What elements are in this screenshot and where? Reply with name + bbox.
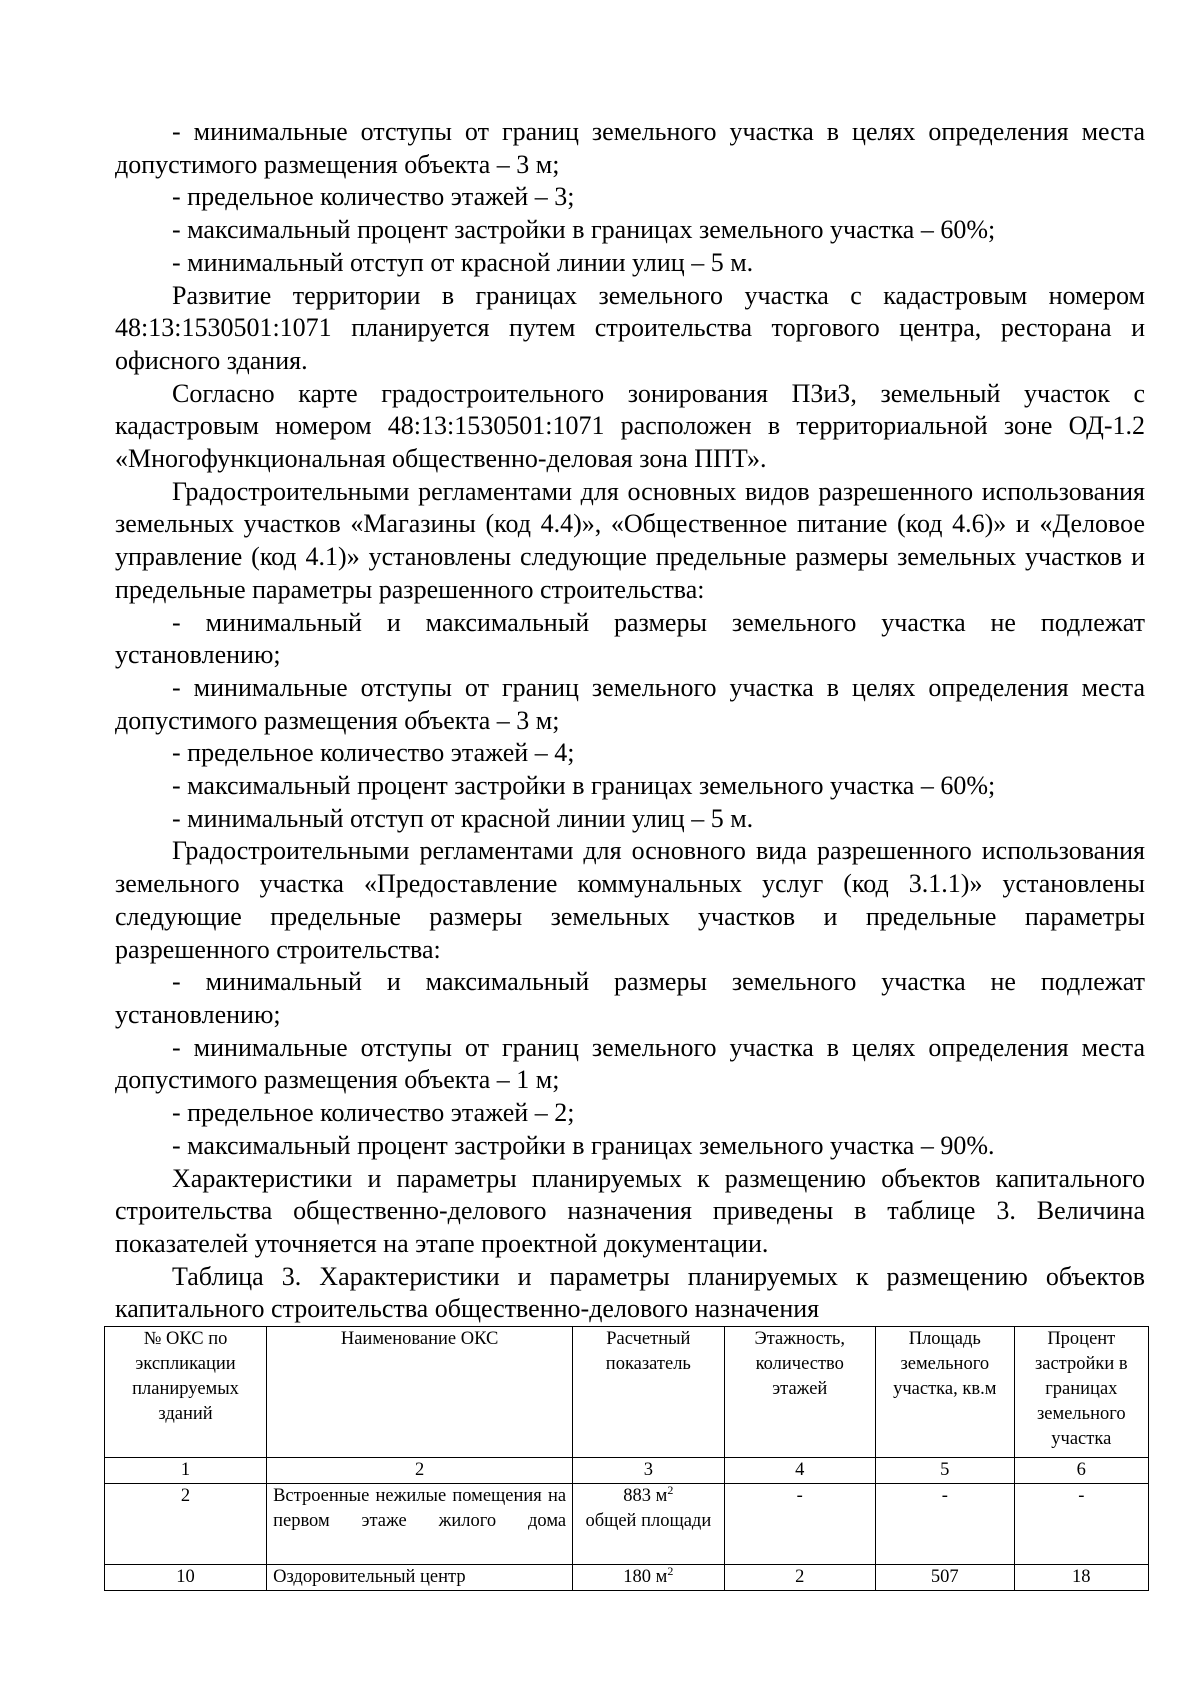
- column-number-cell: 2: [267, 1458, 573, 1484]
- paragraph: - минимальные отступы от границ земельного участка в целях определения места допустимого размещения объекта – 1 м;: [115, 1032, 1145, 1095]
- indicator-value: 180 м: [623, 1567, 668, 1587]
- document-body: [115, 116, 1145, 1326]
- header-cell: Наименование ОКС: [267, 1327, 573, 1458]
- paragraph: Согласно карте градостроительного зонирования ПЗиЗ, земельный участок с кадастровым номером 48:13:1530501:1071 расположен в территориальной зоне ОД-1.2 «Многофункциональная общественно-деловая зона ППТ».: [115, 378, 1145, 474]
- area-cell: 507: [875, 1565, 1014, 1591]
- oks-name-cell: [267, 1484, 573, 1565]
- indicator-value: 883 м: [623, 1486, 668, 1506]
- header-cell: Этажность, количество этажей: [724, 1327, 875, 1458]
- table-row: [105, 1565, 1149, 1591]
- paragraph: Развитие территории в границах земельного участка с кадастровым номером 48:13:1530501:1071 планируется путем строительства торгового центра, ресторана и офисного здания.: [115, 280, 1145, 375]
- paragraph: - минимальный отступ от красной линии улиц – 5 м.: [172, 803, 754, 833]
- floors-cell: 2: [724, 1565, 875, 1591]
- paragraph: - предельное количество этажей – 4;: [172, 738, 575, 768]
- table-header-row: [105, 1327, 1149, 1458]
- paragraph: - минимальный отступ от красной линии улиц – 5 м.: [172, 247, 754, 277]
- oks-table: [104, 1326, 1149, 1591]
- paragraph: - предельное количество этажей – 2;: [172, 1098, 575, 1128]
- indicator-cell: [573, 1484, 724, 1565]
- header-cell: № ОКС по экспликации планируемых зданий: [105, 1327, 267, 1458]
- indicator-unit-exponent: 2: [667, 1564, 674, 1578]
- column-number-cell: 6: [1014, 1458, 1148, 1484]
- indicator-cell: [573, 1565, 724, 1591]
- paragraph: - максимальный процент застройки в границах земельного участка – 60%;: [172, 771, 996, 801]
- header-cell: Площадь земельного участка, кв.м: [875, 1327, 1014, 1458]
- indicator-note: общей площади: [585, 1511, 712, 1531]
- header-cell: Процент застройки в границах земельного участка: [1014, 1327, 1148, 1458]
- paragraph: - максимальный процент застройки в границах земельного участка – 60%;: [172, 215, 996, 245]
- column-number-cell: 5: [875, 1458, 1014, 1484]
- table-row: [105, 1484, 1149, 1565]
- paragraph: - минимальные отступы от границ земельного участка в целях определения места допустимого размещения объекта – 3 м;: [115, 672, 1145, 735]
- paragraph: - минимальные отступы от границ земельного участка в целях определения места допустимого размещения объекта – 3 м;: [115, 117, 1145, 179]
- column-number-cell: 4: [724, 1458, 875, 1484]
- table-caption: Таблица 3. Характеристики и параметры планируемых к размещению объектов капитального строительства общественно-делового назначения: [115, 1261, 1145, 1324]
- paragraph: - предельное количество этажей – 3;: [172, 182, 575, 212]
- indicator-unit-exponent: 2: [667, 1483, 674, 1497]
- paragraph: - минимальный и максимальный размеры земельного участка не подлежат установлению;: [115, 967, 1145, 1029]
- paragraph: Градостроительными регламентами для основного вида разрешенного использования земельного участка «Предоставление коммунальных услуг (код 3.1.1)» установлены следующие предельные размеры земельных участков и предельные параметры разрешенного строительства:: [115, 836, 1145, 964]
- paragraph: Градостроительными регламентами для основных видов разрешенного использования земельных участков «Магазины (код 4.4)», «Общественное питание (код 4.6)» и «Деловое управление (код 4.1)» установлены следующие предельные размеры земельных участков и предельные параметры разрешенного строительства:: [115, 476, 1145, 604]
- table-column-numbers-row: [105, 1458, 1149, 1484]
- percent-cell: 18: [1014, 1565, 1148, 1591]
- floors-cell: -: [724, 1484, 875, 1565]
- oks-number-cell: 10: [105, 1565, 267, 1591]
- header-cell: Расчетный показатель: [573, 1327, 724, 1458]
- oks-number-cell: 2: [105, 1484, 267, 1565]
- paragraph: - минимальный и максимальный размеры земельного участка не подлежат установлению;: [115, 607, 1145, 670]
- area-cell: -: [875, 1484, 1014, 1565]
- column-number-cell: 3: [573, 1458, 724, 1484]
- paragraph: - максимальный процент застройки в границах земельного участка – 90%.: [172, 1130, 995, 1160]
- column-number-cell: 1: [105, 1458, 267, 1484]
- percent-cell: -: [1014, 1484, 1148, 1565]
- oks-name-text: Встроенные нежилые помещения на первом этаже жилого дома: [273, 1486, 567, 1531]
- oks-name-cell: Оздоровительный центр: [267, 1565, 573, 1591]
- paragraph: Характеристики и параметры планируемых к размещению объектов капитального строительства общественно-делового назначения приведены в таблице 3. Величина показателей уточняется на этапе проектной документации.: [115, 1163, 1145, 1258]
